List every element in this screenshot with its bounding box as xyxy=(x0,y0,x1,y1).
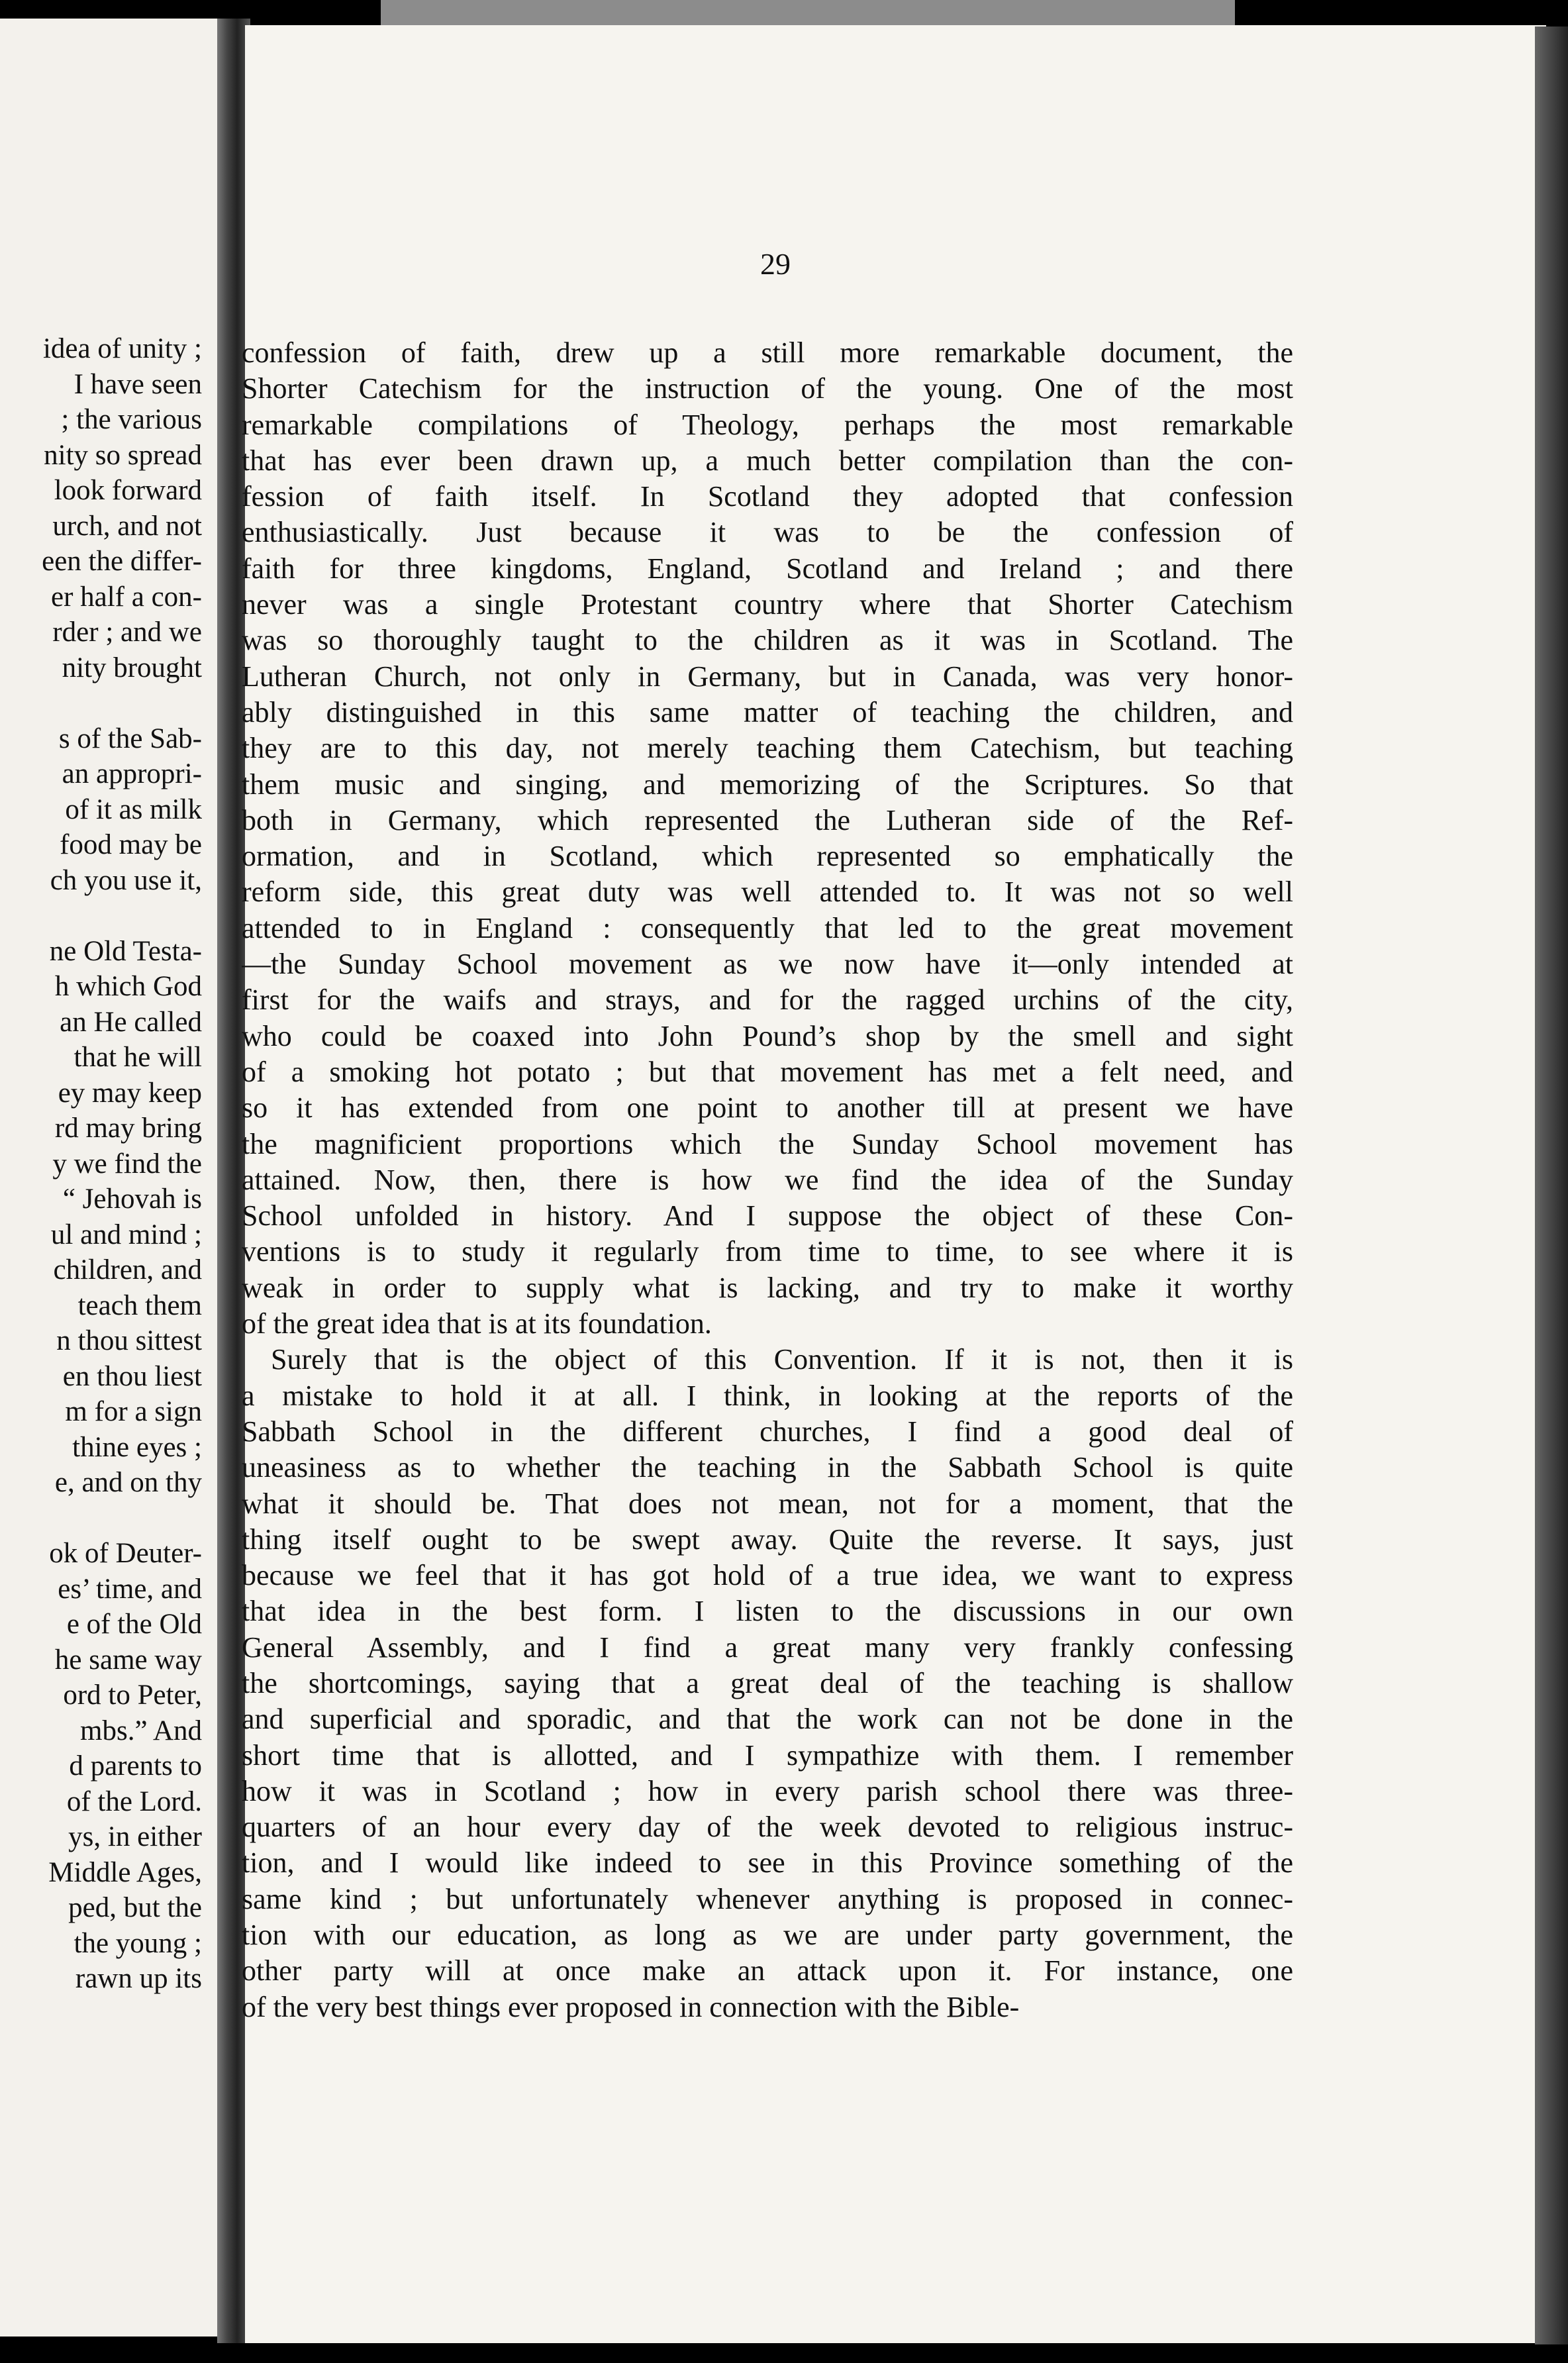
text-line: short time that is allotted, and I sympathize with them. I remember xyxy=(242,1738,1293,1772)
text-line: Sabbath School in the different churches, I find a good deal of xyxy=(242,1415,1293,1448)
text-line: faith for three kingdoms, England, Scotland and Ireland ; and there xyxy=(242,552,1293,585)
text-line: of the great idea that is at its foundation. xyxy=(242,1307,712,1340)
text-line: uneasiness as to whether the teaching in the Sabbath School is quite xyxy=(242,1451,1293,1484)
left-page-line: I have seen xyxy=(74,368,202,400)
left-page-line: rawn up its xyxy=(75,1963,202,1994)
text-line: what it should be. That does not mean, not for a moment, that the xyxy=(242,1487,1293,1520)
left-page-line: Middle Ages, xyxy=(48,1856,202,1888)
text-line: the shortcomings, saying that a great deal of the teaching is shallow xyxy=(242,1666,1293,1699)
text-line: and superficial and sporadic, and that the work can not be done in the xyxy=(242,1703,1293,1736)
left-page-top-margin xyxy=(0,19,202,331)
left-page-line: urch, and not xyxy=(52,510,202,542)
left-page-line: of it as milk xyxy=(65,793,202,825)
left-page-line: e, and on thy xyxy=(54,1467,202,1498)
left-page-line: ord to Peter, xyxy=(63,1680,202,1711)
left-page-line: nity brought xyxy=(62,652,202,683)
left-page-text xyxy=(0,19,202,1997)
text-line: because we feel that it has got hold of a true idea, we want to express xyxy=(242,1559,1293,1592)
text-line: they are to this day, not merely teaching them Catechism, but teaching xyxy=(242,732,1293,765)
text-line: attained. Now, then, there is how we find the idea of the Sunday xyxy=(242,1163,1293,1196)
text-line: weak in order to supply what is lacking, and try to make it worthy xyxy=(242,1271,1293,1304)
left-page-line: thine eyes ; xyxy=(72,1431,202,1463)
left-page-line: an He called xyxy=(60,1006,202,1038)
left-facing-page xyxy=(0,19,225,2337)
text-line: so it has extended from one point to another till at present we have xyxy=(242,1091,1293,1125)
text-line: thing itself ought to be swept away. Quite the reverse. It says, just xyxy=(242,1523,1293,1556)
text-line: Shorter Catechism for the instruction of the young. One of the most xyxy=(242,372,1293,405)
page-number: 29 xyxy=(760,247,791,281)
left-page-line: een the differ- xyxy=(42,546,202,577)
text-line: tion, and I would like indeed to see in this Province something of the xyxy=(242,1846,1293,1880)
text-line: tion with our education, as long as we are under party government, the xyxy=(242,1919,1293,1952)
text-line: Lutheran Church, not only in Germany, but in Canada, was very honor- xyxy=(242,660,1293,693)
text-line: first for the waifs and strays, and for the ragged urchins of the city, xyxy=(242,983,1293,1017)
left-page-line xyxy=(0,685,202,721)
text-line: that has ever been drawn up, a much better compilation than the con- xyxy=(242,444,1293,477)
text-line: them music and singing, and memorizing of the Scriptures. So that xyxy=(242,768,1293,801)
text-line: never was a single Protestant country where that Shorter Catechism xyxy=(242,588,1293,621)
left-page-line: ped, but the xyxy=(68,1892,202,1923)
left-page-line: m for a sign xyxy=(65,1396,202,1427)
left-page-line: en thou liest xyxy=(62,1360,202,1392)
text-line: fession of faith itself. In Scotland they adopted that confession xyxy=(242,480,1293,513)
left-page-line: s of the Sab- xyxy=(58,723,202,754)
text-line: ormation, and in Scotland, which represented so emphatically the xyxy=(242,840,1293,873)
left-page-line: teach them xyxy=(77,1289,202,1321)
left-page-line: e of the Old xyxy=(66,1609,202,1640)
left-page-line: ; the various xyxy=(61,404,202,435)
left-page-line: ul and mind ; xyxy=(50,1219,202,1250)
text-line: Surely that is the object of this Convention. If it is not, then it is xyxy=(271,1343,1293,1376)
left-page-line: er half a con- xyxy=(51,581,202,613)
left-page-line: food may be xyxy=(60,829,202,860)
left-page-line: ys, in either xyxy=(68,1821,202,1852)
text-line: ventions is to study it regularly from time to time, to see where it is xyxy=(242,1235,1293,1268)
left-page-line: look forward xyxy=(54,475,202,506)
left-page-line: n thou sittest xyxy=(56,1325,202,1356)
left-page-line: ok of Deuter- xyxy=(49,1538,202,1569)
left-page-line: rder ; and we xyxy=(52,617,202,648)
left-page-line: of the Lord. xyxy=(66,1785,202,1817)
text-line: how it was in Scotland ; how in every parish school there was three- xyxy=(242,1774,1293,1807)
left-page-line: that he will xyxy=(74,1042,202,1073)
left-page-line: ne Old Testa- xyxy=(49,935,202,967)
text-line: remarkable compilations of Theology, perhaps the most remarkable xyxy=(242,408,1293,441)
text-line: who could be coaxed into John Pound’s shop by the smell and sight xyxy=(242,1019,1293,1052)
left-page-line xyxy=(0,1501,202,1536)
left-page-line: “ Jehovah is xyxy=(62,1183,202,1215)
text-line: of the very best things ever proposed in connection with the Bible- xyxy=(242,1990,1020,2023)
left-page-line: ch you use it, xyxy=(50,864,202,896)
left-page-line: mbs.” And xyxy=(80,1715,202,1746)
text-line: confession of faith, drew up a still more remarkable document, the xyxy=(242,336,1293,369)
text-line: a mistake to hold it at all. I think, in looking at the reports of the xyxy=(242,1379,1293,1412)
text-line: that idea in the best form. I listen to the discussions in our own xyxy=(242,1595,1293,1628)
left-page-line: y we find the xyxy=(52,1148,202,1180)
right-edge-shadow xyxy=(1535,26,1568,2344)
left-page-line: idea of unity ; xyxy=(42,333,202,364)
text-line: ably distinguished in this same matter of teaching the children, and xyxy=(242,695,1293,729)
left-page-line: an appropri- xyxy=(62,758,202,789)
text-line: both in Germany, which represented the Lutheran side of the Ref- xyxy=(242,803,1293,836)
text-line: of a smoking hot potato ; but that movement has met a felt need, and xyxy=(242,1055,1293,1088)
text-line: School unfolded in history. And I suppose the object of these Con- xyxy=(242,1199,1293,1232)
text-line: was so thoroughly taught to the children as it was in Scotland. The xyxy=(242,624,1293,657)
text-line: the magnificient proportions which the Sunday School movement has xyxy=(242,1127,1293,1160)
left-page-line: d parents to xyxy=(69,1750,202,1782)
left-page-line: ey may keep xyxy=(58,1077,202,1109)
left-page-line: h which God xyxy=(54,971,202,1002)
left-page-line: the young ; xyxy=(74,1927,202,1959)
text-line: —the Sunday School movement as we now have it—only intended at xyxy=(242,948,1293,981)
left-page-line: es’ time, and xyxy=(58,1573,202,1605)
text-line: enthusiastically. Just because it was to be the confession of xyxy=(242,516,1293,549)
left-page-line: rd may bring xyxy=(54,1113,202,1144)
text-line: attended to in England : consequently that led to the great movement xyxy=(242,911,1293,944)
top-edge-strip xyxy=(381,0,1235,25)
text-line: reform side, this great duty was well attended to. It was not so well xyxy=(242,876,1293,909)
left-page-line xyxy=(0,898,202,934)
body-text xyxy=(242,335,1293,2025)
text-line: quarters of an hour every day of the week devoted to religious instruc- xyxy=(242,1811,1293,1844)
left-page-line: children, and xyxy=(53,1254,202,1285)
left-page-line: he same way xyxy=(54,1644,202,1676)
text-line: other party will at once make an attack upon it. For instance, one xyxy=(242,1954,1293,1987)
text-line: same kind ; but unfortunately whenever anything is proposed in connec- xyxy=(242,1882,1293,1915)
left-page-line: nity so spread xyxy=(44,439,202,471)
text-line: General Assembly, and I find a great many very frankly confessing xyxy=(242,1631,1293,1664)
